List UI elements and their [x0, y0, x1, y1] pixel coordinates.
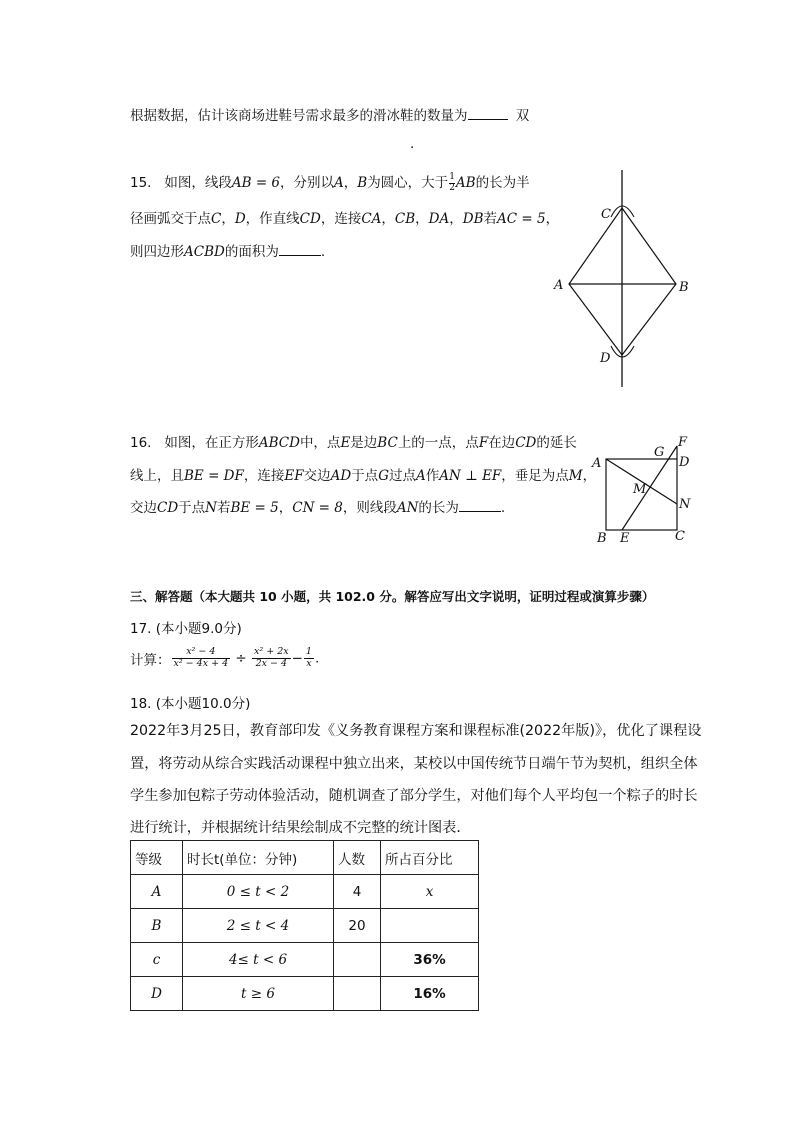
q17-label: 计算：: [130, 652, 171, 669]
q18-paragraph-line: 2022年3月25日，教育部印发《义务教育课程方案和课程标准(2022年版)》，优化了课程设: [130, 723, 702, 739]
answer-blank: [459, 499, 501, 512]
q16-text: 若: [216, 500, 231, 516]
q16-text: ，: [582, 468, 597, 484]
table-cell: 4: [334, 875, 381, 909]
q16-math: ABCD: [258, 435, 300, 451]
q15-text: 的面积为: [224, 244, 279, 260]
table-row: [131, 875, 479, 909]
q16-math: AN ⊥ EF: [439, 468, 502, 484]
q16-text: 线上，且: [130, 468, 184, 484]
q16-math: G: [378, 468, 389, 484]
q16-math: AN: [396, 500, 419, 516]
q16-math: N: [205, 500, 217, 516]
q16-text: 的长为: [418, 500, 459, 516]
q15-math: CB: [394, 211, 416, 227]
q14-tail-text: 根据数据，估计该商场进鞋号需求最多的滑冰鞋的数量为: [130, 108, 468, 124]
q15-math: CD: [299, 211, 321, 227]
q16-text: ，连接: [243, 468, 285, 484]
table-cell: 16%: [381, 977, 479, 1011]
q16-math: F: [478, 435, 489, 451]
q16-math: BE = DF: [184, 468, 244, 484]
table-header-cell: 时长t(单位：分钟): [183, 841, 334, 875]
label-d: D: [600, 351, 611, 366]
table-header-cell: 等级: [131, 841, 183, 875]
q15-line3: [130, 240, 325, 260]
fraction-2-den: 2x − 4: [255, 657, 288, 669]
q15-text: 径画弧交于点: [130, 211, 211, 227]
fraction-1-den: x² − 4x + 4: [173, 657, 229, 669]
q14-tail-line: [130, 104, 529, 124]
table-cell: t ≥ 6: [183, 977, 334, 1011]
label-m: M: [633, 482, 647, 497]
q15-text: 的长为半: [475, 175, 530, 191]
q15-math: DA: [428, 211, 450, 227]
table-cell: D: [131, 977, 183, 1011]
q15-text: ，: [415, 211, 429, 227]
q15-math: AB: [455, 175, 476, 191]
q17-end: .: [314, 650, 320, 667]
table-cell: [381, 909, 479, 943]
q15-math: D: [234, 211, 246, 227]
table-cell: A: [131, 875, 183, 909]
q17-header: 17. (本小题9.0分): [130, 621, 242, 637]
q15-math: C: [211, 211, 222, 227]
table-cell: 20: [334, 909, 381, 943]
q18-paragraph-line: 进行统计，并根据统计结果绘制成不完整的统计图表．: [130, 820, 471, 836]
q16-text: .: [500, 500, 506, 516]
q16-text: 交边: [303, 468, 331, 484]
q15-math: B: [357, 175, 368, 191]
fraction-2-num: x² + 2x: [254, 646, 289, 657]
fraction-3: [304, 647, 314, 670]
answer-blank: [279, 243, 321, 256]
q16-text: 于点: [178, 500, 206, 516]
table-cell: 4≤ t < 6: [183, 943, 334, 977]
label-b: B: [597, 531, 607, 546]
q16-text: 于点: [351, 468, 379, 484]
q16-math: EF: [284, 468, 304, 484]
q16-text: 作: [425, 468, 440, 484]
q15-text: ，分别以: [280, 175, 335, 191]
table-header-cell: 所占百分比: [381, 841, 479, 875]
q16-text: 如图，在正方形: [164, 435, 259, 451]
q16-math: E: [340, 435, 351, 451]
label-a: A: [554, 278, 564, 293]
table-header-cell: 人数: [334, 841, 381, 875]
q15-math: DB: [462, 211, 484, 227]
table-cell: 2 ≤ t < 4: [183, 909, 334, 943]
q15-text: 如图，线段: [164, 175, 232, 191]
q16-text: 的延长: [536, 435, 577, 451]
table-cell: [334, 943, 381, 977]
q15-math: ACBD: [184, 244, 225, 260]
statistics-table: [130, 840, 479, 1011]
q15-text: ，作直线: [245, 211, 300, 227]
fraction-2: [252, 647, 291, 670]
q15-text: .: [320, 244, 326, 260]
q15-line2: [130, 207, 559, 227]
table-cell: x: [381, 875, 479, 909]
fraction-3-den: x: [306, 657, 312, 669]
q16-math: BC: [377, 435, 398, 451]
q16-text: ，: [278, 500, 293, 516]
divide-sign: ÷: [235, 650, 247, 667]
q15-number: 15.: [130, 175, 152, 191]
q16-math: CD: [157, 500, 179, 516]
label-a: A: [592, 456, 602, 471]
q15-text: 若: [483, 211, 497, 227]
q16-math: A: [415, 468, 426, 484]
table-cell: c: [131, 943, 183, 977]
table-header-row: [131, 841, 479, 875]
q15-math: CA: [361, 211, 382, 227]
q15-math: A: [334, 175, 344, 191]
table-cell: 36%: [381, 943, 479, 977]
figure-16-square: [588, 432, 698, 547]
label-n: N: [679, 497, 691, 512]
q15-text: ，: [545, 211, 560, 227]
half-den: 2: [449, 182, 455, 193]
minus-sign: −: [291, 650, 303, 667]
table-row: [131, 943, 479, 977]
q16-number: 16.: [130, 435, 152, 451]
label-g: G: [654, 445, 665, 460]
q15-text: ，: [221, 211, 235, 227]
q15-text: ，连接: [320, 211, 362, 227]
q15-text: ，: [343, 175, 358, 191]
q16-math: AD: [330, 468, 352, 484]
half-num: 1: [449, 172, 455, 183]
q16-math: CD: [515, 435, 537, 451]
table-cell: [334, 977, 381, 1011]
table-cell: 0 ≤ t < 2: [183, 875, 334, 909]
label-d: D: [679, 455, 690, 470]
label-c: C: [601, 207, 611, 222]
label-b: B: [679, 280, 689, 295]
q15-text: ，: [449, 211, 463, 227]
q16-text: 在边: [488, 435, 516, 451]
q15-math: AC = 5: [497, 211, 546, 227]
fraction-1: [172, 647, 231, 670]
q16-math: BE = 5: [230, 500, 279, 516]
figure-15-rhombus: [545, 165, 705, 395]
label-f: F: [678, 435, 688, 450]
q15-text: 则四边形: [130, 244, 184, 260]
q18-paragraph-line: 学生参加包粽子劳动体验活动，随机调查了部分学生，对他们每个人平均包一个粽子的时长: [130, 788, 698, 804]
q14-tail-suffix: 双: [515, 108, 530, 124]
q16-math: M: [568, 468, 583, 484]
q18-paragraph-line: 置，将劳动从综合实践活动课程中独立出来，某校以中国传统节日端午节为契机，组织全体: [130, 756, 698, 772]
q17-expression: [130, 647, 319, 670]
q18-header: 18. (本小题10.0分): [130, 696, 251, 712]
q15-line1: [130, 171, 530, 193]
q16-text: 交边: [130, 500, 157, 516]
section-3-heading: 三、解答题（本大题共 10 小题，共 102.0 分。解答应写出文字说明，证明过程或演算步骤）: [130, 589, 655, 604]
q15-text: 为圆心，大于: [367, 175, 449, 191]
q16-math: CN = 8: [292, 500, 343, 516]
q16-line3: [130, 496, 505, 516]
q16-text: ，则线段: [342, 500, 397, 516]
q15-text: ，: [381, 211, 395, 227]
label-c: C: [675, 529, 685, 544]
q16-text: 过点: [388, 468, 416, 484]
table-row: [131, 909, 479, 943]
q14-dot: .: [410, 136, 415, 152]
half-fraction: [449, 173, 455, 193]
fraction-3-num: 1: [305, 646, 312, 657]
q16-text: 是边: [350, 435, 378, 451]
fraction-1-num: x² − 4: [172, 647, 231, 659]
q16-line2: [130, 464, 596, 484]
q16-text: ，垂足为点: [501, 468, 569, 484]
table-row: [131, 977, 479, 1011]
q15-math: AB = 6: [231, 175, 281, 191]
table-cell: B: [131, 909, 183, 943]
q16-line1: [130, 431, 577, 451]
q16-text: 上的一点，点: [397, 435, 479, 451]
q16-text: 中，点: [299, 435, 341, 451]
answer-blank: [468, 107, 508, 120]
label-e: E: [620, 531, 630, 546]
